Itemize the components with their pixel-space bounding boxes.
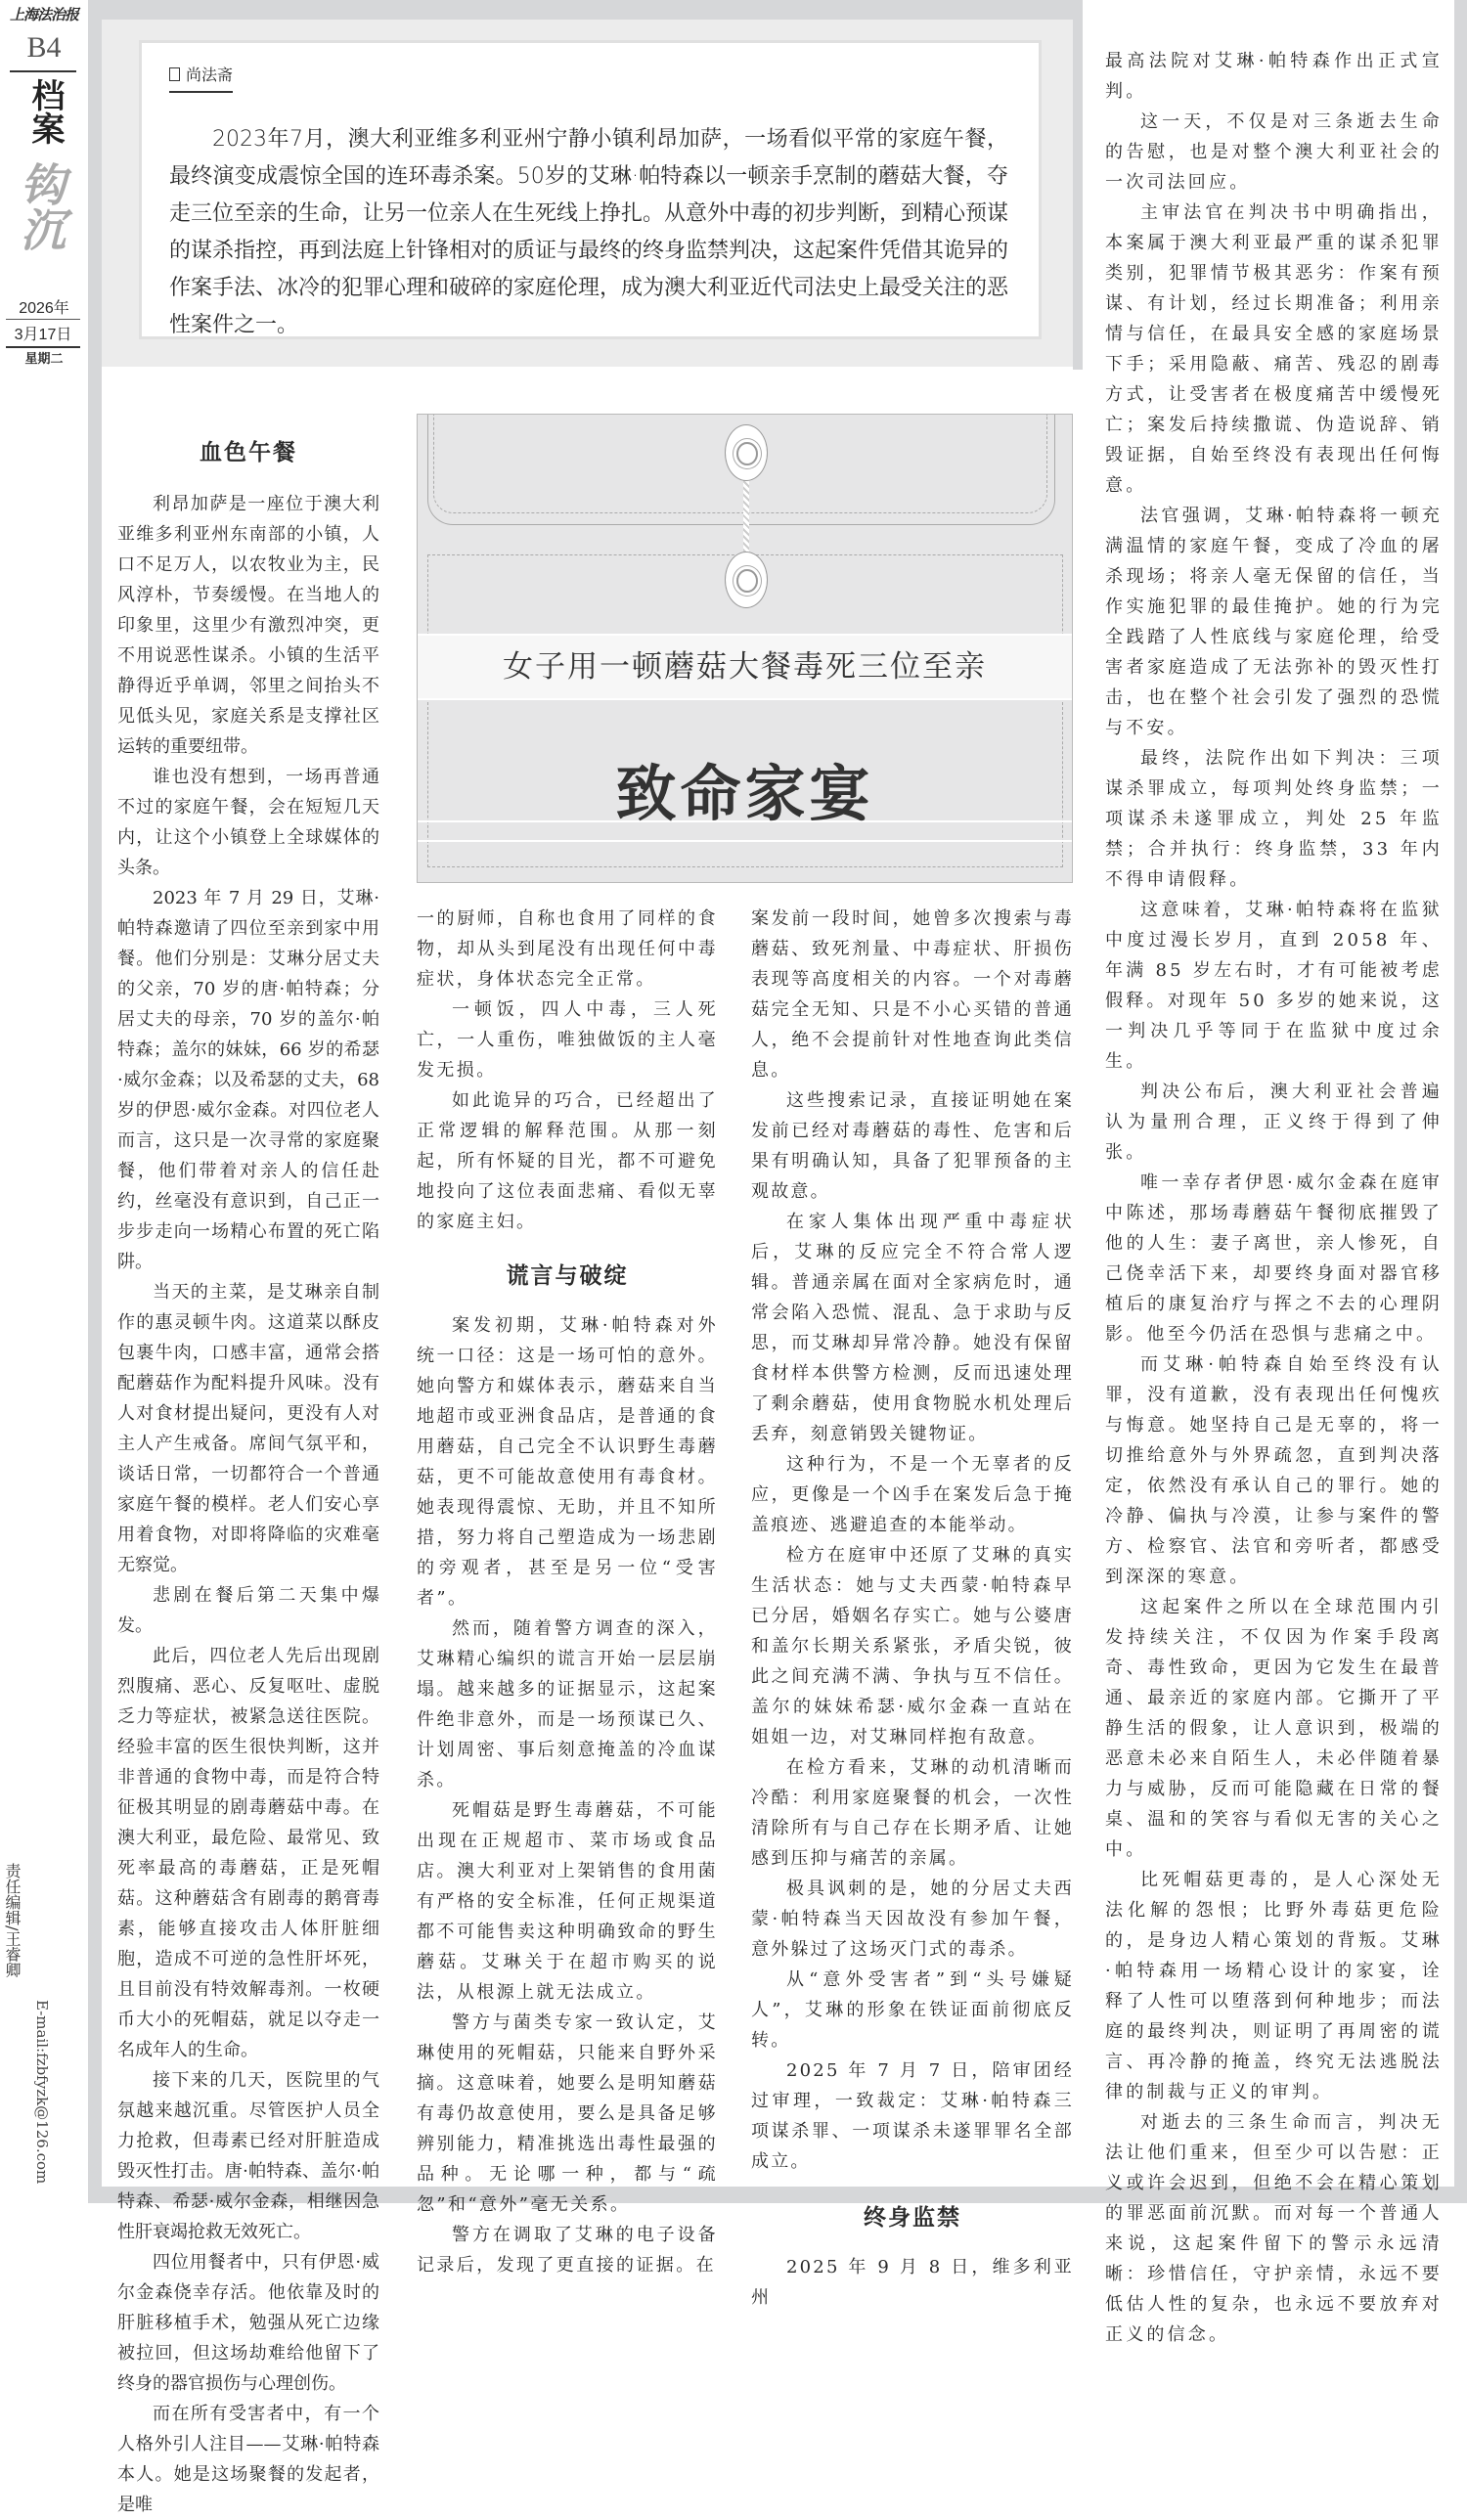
article-paragraph: 警方与菌类专家一致认定，艾琳使用的死帽菇，只能来自野外采摘。这意味着，她要么是明知蘑菇有毒仍故意使用，要么是具备足够辨别能力，精准挑选出毒性最强的品种。无论哪一种，都与“疏忽”和“意外”毫无关系。 [417, 2012, 718, 2215]
article-paragraph: 当天的主菜，是艾琳亲自制作的惠灵顿牛肉。这道菜以酥皮包裹牛肉，口感丰富，通常会搭配蘑菇作为配料提升风味。没有人对食材提出疑问，更没有人对主人产生戒备。席间气氛平和，谈话日常，一切都符合一个普通家庭午餐的模样。老人们安心享用着食物，对即将降临的灾难毫无察觉。 [117, 1282, 379, 1575]
article-paragraph: 对逝去的三条生命而言，判决无法让他们重来，但至少可以告慰：正义或许会迟到，但绝不会在精心策划的罪恶面前沉默。而对每一个普通人来说，这起案件留下的警示永远清晰：珍惜信任，守护亲情，永远不要低估人性的复杂，也永远不要放弃对正义的信念。 [1105, 2112, 1443, 2345]
article-paragraph: 最高法院对艾琳·帕特森作出正式宣判。 [1105, 51, 1443, 102]
article-column [1105, 46, 1443, 2350]
author-label [169, 63, 233, 93]
square-icon [169, 67, 180, 81]
article-paragraph: 法官强调，艾琳·帕特森将一顿充满温情的家庭午餐，变成了冷血的屠杀现场；将亲人毫无保留的信任，当作实施犯罪的最佳掩护。她的行为完全践踏了人性底线与家庭伦理，给受害者家庭造成了无法弥补的毁灭性打击，也在整个社会引发了强烈的恐慌与不安。 [1105, 506, 1443, 738]
feature-subtitle: 女子用一顿蘑菇大餐毒死三位至亲 [503, 649, 987, 685]
article-paragraph: 2023 年 7 月 29 日，艾琳·帕特森邀请了四位至亲到家中用餐。他们分别是：艾琳分居丈夫的父亲，70 岁的唐·帕特森；分居丈夫的母亲，70 岁的盖尔·帕特森；盖尔的妹妹，66 岁的希瑟·威尔金森；以及希瑟的丈夫，68 岁的伊恩·威尔金森。对四位老人而言，这只是一次寻常的家庭聚餐，他们带着对亲人的信任赴约，丝毫没有意识到，自己正一步步走向一场精心布置的死亡陷阱。 [117, 888, 379, 1272]
article-paragraph: 而在所有受害者中，有一个人格外引人注目——艾琳·帕特森本人。她是这场聚餐的发起者，是唯 [117, 2404, 379, 2515]
article-paragraph: 死帽菇是野生毒蘑菇，不可能出现在正规超市、菜市场或食品店。澳大利亚对上架销售的食用菌有严格的安全标准，任何正规渠道都不可能售卖这种明确致命的野生蘑菇。艾琳关于在超市购买的说法，从根源上就无法成立。 [417, 1800, 718, 2003]
article-paragraph: 然而，随着警方调查的深入，艾琳精心编织的谎言开始一层层崩塌。越来越多的证据显示，这起案件绝非意外，而是一场预谋已久、计划周密、事后刻意掩盖的冷血谋杀。 [417, 1618, 718, 1791]
article-paragraph: 警方在调取了艾琳的电子设备记录后，发现了更直接的证据。在 [417, 2225, 718, 2276]
grommet-icon [725, 424, 768, 481]
newspaper-logo: 上海法治报 [9, 6, 78, 23]
article-paragraph: 四位用餐者中，只有伊恩·威尔金森侥幸存活。他依靠及时的肝脏移植手术，勉强从死亡边缘被拉回，但这场劫难给他留下了终身的器官损伤与心理创伤。 [117, 2252, 379, 2394]
article-paragraph: 如此诡异的巧合，已经超出了正常逻辑的解释范围。从那一刻起，所有怀疑的目光，都不可避免地投向了这位表面悲痛、看似无辜的家庭主妇。 [417, 1090, 718, 1232]
article-paragraph: 2025 年 9 月 8 日，维多利亚州 [751, 2257, 1074, 2308]
grommet-icon [725, 552, 768, 608]
section-title: 档案 [25, 78, 65, 145]
article-paragraph: 悲剧在餐后第二天集中爆发。 [117, 1585, 379, 1636]
section-heading: 血色午餐 [200, 439, 297, 465]
frame-top-right [1073, 0, 1083, 370]
article-paragraph: 一的厨师，自称也食用了同样的食物，却从头到尾没有出现任何中毒症状，身体状态完全正常。 [417, 908, 718, 990]
article-column [417, 904, 718, 2280]
issue-weekday: 星期二 [24, 351, 64, 366]
article-column [117, 437, 379, 2520]
article-paragraph: 这一天，不仅是对三条逝去生命的告慰，也是对整个澳大利亚社会的一次司法回应。 [1105, 111, 1443, 193]
article-paragraph: 在家人集体出现严重中毒症状后，艾琳的反应完全不符合常人逻辑。普通亲属在面对全家病危时，通常会陷入恐慌、混乱、急于求助与反思，而艾琳却异常冷静。她没有保留食材样本供警方检测，反而迅速处理了剩余蘑菇，使用食物脱水机处理后丢弃，刻意销毁关键物证。 [751, 1212, 1074, 1444]
feature-title: 致命家宴 [615, 758, 874, 829]
intro-text: 2023年7月，澳大利亚维多利亚州宁静小镇利昂加萨，一场看似平常的家庭午餐，最终演变成震惊全国的连环毒杀案。50岁的艾琳·帕特森以一顿亲手烹制的蘑菇大餐，夺走三位至亲的生命，让另一位亲人在生死线上挣扎。从意外中毒的初步判断，到精心预谋的谋杀指控，再到法庭上针锋相对的质证与最终的终身监禁判决，这起案件凭借其诡异的作案手法、冰冷的犯罪心理和破碎的家庭伦理，成为澳大利亚近代司法史上最受关注的恶性案件之一。 [169, 127, 1009, 337]
section-subtitle: 钩沉 [14, 161, 67, 251]
article-paragraph: 极具讽刺的是，她的分居丈夫西蒙·帕特森当天因故没有参加午餐，意外躲过了这场灭门式的毒杀。 [751, 1879, 1074, 1960]
article-paragraph: 主审法官在判决书中明确指出，本案属于澳大利亚最严重的谋杀犯罪类别，犯罪情节极其恶劣：作案有预谋、有计划，经过长期准备；利用亲情与信任，在最具安全感的家庭场景下手；采用隐蔽、痛苦、残忍的剧毒方式，让受害者在极度痛苦中缓慢死亡；案发后持续撒谎、伪造说辞、销毁证据，自始至终没有表现出任何悔意。 [1105, 202, 1443, 496]
divider [418, 840, 1072, 842]
article-paragraph: 最终，法院作出如下判决：三项谋杀罪成立，每项判处终身监禁；一项谋杀未遂罪成立，判处 25 年监禁；合并执行：终身监禁，33 年内不得申请假释。 [1105, 748, 1443, 890]
divider [10, 70, 76, 72]
article-paragraph: 案发初期，艾琳·帕特森对外统一口径：这是一场可怕的意外。她向警方和媒体表示，蘑菇来自当地超市或亚洲食品店，是普通的食用蘑菇，自己完全不认识野生毒蘑菇，更不可能故意使用有毒食材。她表现得震惊、无助，并且不知所措，努力将自己塑造成为一场悲剧的旁观者，甚至是另一位“受害者”。 [417, 1315, 718, 1609]
article-paragraph: 利昂加萨是一座位于澳大利亚维多利亚州东南部的小镇，人口不足万人，以农牧业为主，民风淳朴，节奏缓慢。在当地人的印象里，这里少有激烈冲突，更不用说恶性谋杀。小镇的生活平静得近乎单调，邻里之间抬头不见低头见，家庭关系是支撑社区运转的重要纽带。 [117, 494, 379, 757]
article-paragraph: 唯一幸存者伊恩·威尔金森在庭审中陈述，那场毒蘑菇午餐彻底摧毁了他的人生：妻子离世，亲人惨死，自己侥幸活下来，却要终身面对器官移植后的康复治疗与挥之不去的心理阴影。他至今仍活在恐惧与悲痛之中。 [1105, 1172, 1443, 1345]
article-paragraph: 判决公布后，澳大利亚社会普遍认为量刑合理，正义终于得到了伸张。 [1105, 1082, 1443, 1163]
envelope-string [743, 477, 749, 555]
frame-top [88, 0, 1076, 20]
intro-box [142, 43, 1039, 336]
editor-email: E-mail:fzbfyzk@126.com [33, 2000, 51, 2185]
author-name: 尚法斋 [186, 67, 234, 84]
section-heading: 谎言与破绽 [506, 1262, 629, 1289]
article-paragraph: 检方在庭审中还原了艾琳的真实生活状态：她与丈夫西蒙·帕特森早已分居，婚姻名存实亡。她与公婆唐和盖尔长期关系紧张，矛盾尖锐，彼此之间充满不满、争执与互不信任。盖尔的妹妹希瑟·威尔金森一直站在姐姐一边，对艾琳同样抱有敌意。 [751, 1545, 1074, 1747]
section-heading: 终身监禁 [864, 2204, 961, 2231]
editor-credit: 责任编辑/王睿卿 [3, 1863, 22, 1978]
article-paragraph: 这意味着，艾琳·帕特森将在监狱中度过漫长岁月，直到 2058 年、年满 85 岁左右时，才有可能被考虑假释。对现年 50 多岁的她来说，这一判决几乎等同于在监狱中度过余生。 [1105, 900, 1443, 1072]
article-paragraph: 这种行为，不是一个无辜者的反应，更像是一个凶手在案发后急于掩盖痕迹、逃避追查的本能举动。 [751, 1454, 1074, 1535]
article-paragraph: 谁也没有想到，一场再普通不过的家庭午餐，会在短短几天内，让这个小镇登上全球媒体的头条。 [117, 767, 379, 878]
article-paragraph: 此后，四位老人先后出现剧烈腹痛、恶心、反复呕吐、虚脱乏力等症状，被紧急送往医院。经验丰富的医生很快判断，这并非普通的食物中毒，而是符合特征极其明显的剧毒蘑菇中毒。在澳大利亚，最危险、最常见、致死率最高的毒蘑菇，正是死帽菇。这种蘑菇含有剧毒的鹅膏毒素，能够直接攻击人体肝脏细胞，造成不可逆的急性肝坏死，且目前没有特效解毒剂。一枚硬币大小的死帽菇，就足以夺走一名成年人的生命。 [117, 1646, 379, 2060]
article-paragraph: 从“意外受害者”到“头号嫌疑人”，艾琳的形象在铁证面前彻底反转。 [751, 1969, 1074, 2051]
article-paragraph: 接下来的几天，医院里的气氛越来越沉重。尽管医护人员全力抢救，但毒素已经对肝脏造成毁灭性打击。唐·帕特森、盖尔·帕特森、希瑟·威尔金森，相继因急性肝衰竭抢救无效死亡。 [117, 2070, 379, 2242]
article-paragraph: 一顿饭，四人中毒，三人死亡，一人重伤，唯独做饭的主人毫发无损。 [417, 999, 718, 1081]
article-paragraph: 而艾琳·帕特森自始至终没有认罪，没有道歉，没有表现出任何愧疚与悔意。她坚持自己是无辜的，将一切推给意外与外界疏忽，直到判决落定，依然没有承认自己的罪行。她的冷静、偏执与冷漠，让参与案件的警方、检察官、法官和旁听者，都感受到深深的寒意。 [1105, 1354, 1443, 1587]
article-paragraph: 这些搜索记录，直接证明她在案发前已经对毒蘑菇的毒性、危害和后果有明确认知，具备了犯罪预备的主观故意。 [751, 1090, 1074, 1202]
article-paragraph: 案发前一段时间，她曾多次搜索与毒蘑菇、致死剂量、中毒症状、肝损伤表现等高度相关的内容。一个对毒蘑菇完全无知、只是不小心买错的普通人，绝不会提前针对性地查询此类信息。 [751, 908, 1074, 1081]
frame-left [88, 0, 102, 2203]
issue-year: 2026年 [19, 300, 69, 317]
article-paragraph: 比死帽菇更毒的，是人心深处无法化解的怨恨；比野外毒菇更危险的，是身边人精心策划的背叛。艾琳·帕特森用一场精心设计的家宴，诠释了人性可以堕落到何种地步；而法庭的最终判决，则证明了再周密的谎言、再冷静的掩盖，终究无法逃脱法律的制裁与正义的审判。 [1105, 1870, 1443, 2102]
article-paragraph: 在检方看来，艾琳的动机清晰而冷酷：利用家庭聚餐的机会，一次性清除所有与自己存在长期矛盾、让她感到压抑与痛苦的亲属。 [751, 1757, 1074, 1869]
article-paragraph: 这起案件之所以在全球范围内引发持续关注，不仅因为作案手段离奇、毒性致命，更因为它发生在最普通、最亲近的家庭内部。它撕开了平静生活的假象，让人意识到，极端的恶意未必来自陌生人，未必伴随着暴力与威胁，反而可能隐藏在日常的餐桌、温和的笑容与看似无害的关心之中。 [1105, 1597, 1443, 1860]
feature-graphic [417, 414, 1073, 883]
page-number: B4 [26, 31, 62, 64]
frame-right [1454, 0, 1467, 2203]
article-paragraph: 2025 年 7 月 7 日，陪审团经过审理，一致裁定：艾琳·帕特森三项谋杀罪、一项谋杀未遂罪罪名全部成立。 [751, 2060, 1074, 2172]
masthead-strip [0, 0, 88, 2203]
article-column [751, 904, 1074, 2313]
issue-date: 3月17日 [6, 319, 80, 348]
